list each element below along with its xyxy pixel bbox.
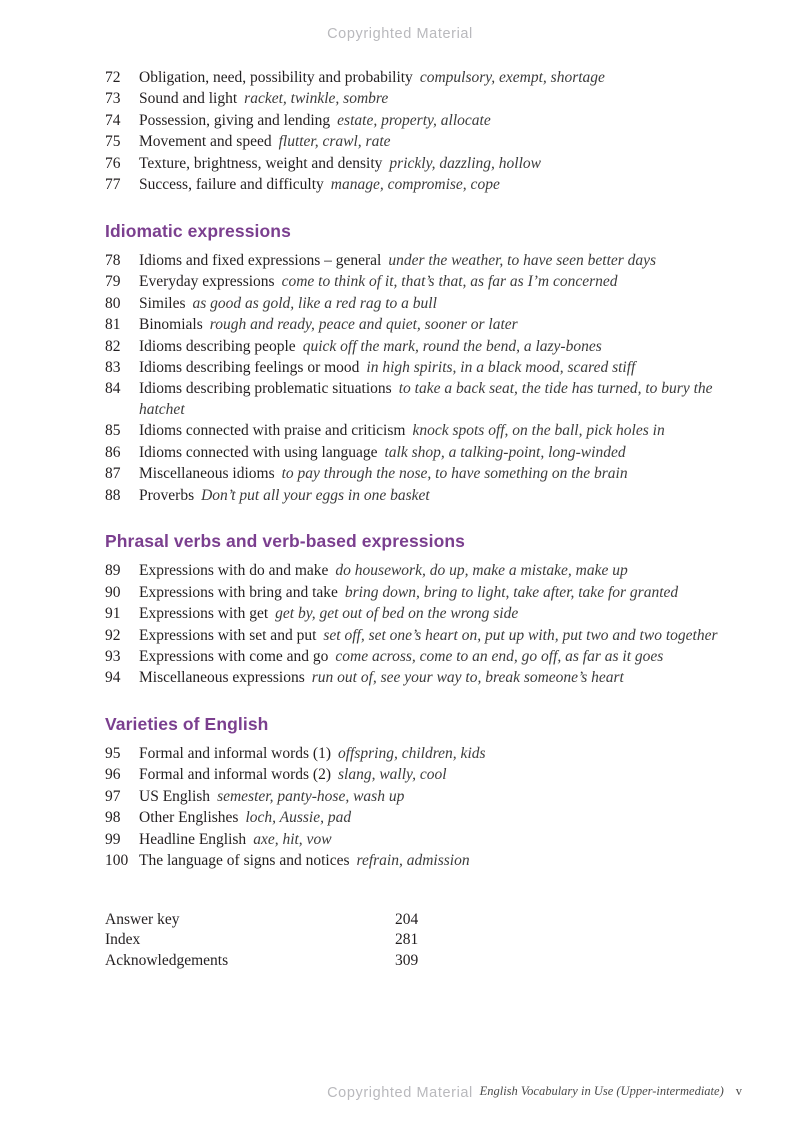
- toc-entry-examples: quick off the mark, round the bend, a lazy-bones: [302, 337, 602, 355]
- backmatter-label: Index: [105, 931, 141, 949]
- toc-entry-body: [139, 808, 730, 828]
- toc-entry-number: 93: [105, 647, 121, 665]
- toc-entry-title: Sound and light: [139, 90, 238, 108]
- toc-entry-body: [139, 68, 730, 88]
- toc-entry[interactable]: [105, 294, 730, 314]
- toc-entry-number: 87: [105, 465, 121, 483]
- section-heading-idiomatic-expressions: Idiomatic expressions: [105, 220, 291, 241]
- toc-entry-number: 90: [105, 583, 121, 601]
- toc-entry[interactable]: [105, 765, 730, 785]
- toc-entry[interactable]: [105, 154, 730, 174]
- backmatter-page: 309: [395, 951, 419, 969]
- toc-entry[interactable]: [105, 251, 730, 271]
- toc-entry-body: [139, 337, 730, 357]
- toc-entry[interactable]: [105, 379, 730, 420]
- copyright-watermark-top: Copyrighted Material: [327, 26, 473, 42]
- copyright-watermark-bottom: Copyrighted Material: [327, 1085, 473, 1101]
- toc-entry-examples: do housework, do up, make a mistake, make up: [335, 562, 628, 580]
- toc-entry[interactable]: [105, 561, 730, 581]
- toc-entry-examples: slang, wally, cool: [338, 766, 447, 784]
- table-of-contents: [105, 68, 730, 971]
- toc-entry-title: Proverbs: [139, 486, 195, 504]
- toc-entry-title: Expressions with get: [139, 605, 269, 623]
- toc-entry-number: 72: [105, 69, 121, 86]
- toc-entry-title: Texture, brightness, weight and density: [139, 154, 383, 172]
- backmatter-row[interactable]: [105, 930, 730, 950]
- backmatter-label: Answer key: [105, 910, 180, 928]
- toc-entry-body: [139, 604, 730, 624]
- toc-entry-number: 100: [105, 852, 129, 870]
- toc-entry[interactable]: [105, 830, 730, 850]
- toc-entry-examples: refrain, admission: [356, 852, 470, 870]
- toc-entry-body: [139, 851, 730, 871]
- toc-entry-examples: estate, property, allocate: [337, 111, 491, 129]
- toc-group: [105, 68, 730, 196]
- book-title: English Vocabulary in Use (Upper-intermediate): [479, 1084, 724, 1098]
- toc-entry-examples: compulsory, exempt, shortage: [419, 69, 605, 86]
- toc-entry-title: Expressions with do and make: [139, 562, 329, 580]
- toc-entry-number: 97: [105, 787, 121, 805]
- toc-group: [105, 561, 730, 689]
- toc-entry-title: US English: [139, 787, 211, 805]
- toc-group: [105, 744, 730, 872]
- toc-entry-body: [139, 272, 730, 292]
- toc-entry-title: Idioms and fixed expressions – general: [139, 251, 382, 269]
- toc-entry-number: 76: [105, 154, 121, 172]
- toc-entry-number: 86: [105, 443, 121, 461]
- toc-entry-number: 80: [105, 294, 121, 312]
- toc-entry-examples: flutter, crawl, rate: [278, 133, 391, 151]
- toc-entry-examples: come across, come to an end, go off, as far as it goes: [335, 647, 664, 665]
- toc-entry-body: [139, 830, 730, 850]
- toc-entry-title: Idioms describing problematic situations: [139, 380, 392, 398]
- toc-entry[interactable]: [105, 421, 730, 441]
- toc-entry-body: [139, 379, 730, 420]
- toc-entry-body: [139, 647, 730, 667]
- toc-entry-number: 88: [105, 486, 121, 504]
- toc-entry-body: [139, 744, 730, 764]
- toc-entry[interactable]: [105, 583, 730, 603]
- toc-entry-title: Everyday expressions: [139, 273, 275, 291]
- toc-entry-examples: rough and ready, peace and quiet, sooner or later: [209, 316, 518, 334]
- toc-entry-title: Idioms describing feelings or mood: [139, 358, 360, 376]
- section-heading-phrasal-verbs: Phrasal verbs and verb-based expressions: [105, 531, 465, 552]
- toc-group: [105, 251, 730, 506]
- toc-entry-body: [139, 251, 730, 271]
- toc-entry-examples: semester, panty-hose, wash up: [217, 787, 405, 805]
- toc-entry-number: 75: [105, 133, 121, 151]
- toc-entry-number: 82: [105, 337, 121, 355]
- toc-entry-examples: as good as gold, like a red rag to a bull: [192, 294, 437, 312]
- toc-entry[interactable]: [105, 787, 730, 807]
- toc-entry[interactable]: [105, 486, 730, 506]
- toc-entry-examples: set off, set one’s heart on, put up with, put two and two together: [323, 626, 718, 644]
- toc-entry[interactable]: [105, 272, 730, 292]
- toc-entry-number: 91: [105, 605, 121, 623]
- toc-entry-examples: Don’t put all your eggs in one basket: [201, 486, 430, 504]
- toc-entry-title: Idioms connected with praise and criticism: [139, 422, 406, 440]
- toc-entry-number: 79: [105, 273, 121, 291]
- toc-entry-body: [139, 787, 730, 807]
- toc-entry-title: Miscellaneous idioms: [139, 465, 275, 483]
- toc-entry[interactable]: [105, 89, 730, 109]
- page-number: v: [735, 1084, 742, 1098]
- toc-entry-number: 94: [105, 669, 121, 687]
- toc-entry-body: [139, 583, 730, 603]
- toc-entry-body: [139, 154, 730, 174]
- toc-entry-title: Expressions with bring and take: [139, 583, 338, 601]
- toc-entry-body: [139, 111, 730, 131]
- toc-entry-number: 85: [105, 422, 121, 440]
- toc-entry-body: [139, 561, 730, 581]
- toc-entry-title: Expressions with come and go: [139, 647, 329, 665]
- backmatter-label: Acknowledgements: [105, 951, 229, 969]
- toc-entry-number: 77: [105, 176, 121, 194]
- toc-entry-title: Movement and speed: [139, 133, 272, 151]
- toc-entry-body: [139, 175, 730, 195]
- toc-entry-title: Miscellaneous expressions: [139, 669, 305, 687]
- toc-entry-examples: prickly, dazzling, hollow: [389, 154, 541, 172]
- toc-entry-body: [139, 132, 730, 152]
- toc-entry[interactable]: [105, 626, 730, 646]
- toc-entry-title: Idioms describing people: [139, 337, 296, 355]
- toc-entry-number: 81: [105, 316, 121, 334]
- toc-entry-number: 89: [105, 562, 121, 580]
- toc-entry-examples: loch, Aussie, pad: [245, 809, 352, 827]
- toc-entry[interactable]: [105, 358, 730, 378]
- toc-entry-examples: to take a back seat, the tide has turned, to bury the hatchet: [139, 380, 713, 418]
- toc-entry-body: [139, 486, 730, 506]
- toc-entry[interactable]: [105, 111, 730, 131]
- toc-entry-title: Idioms connected with using language: [139, 443, 378, 461]
- toc-entry-body: [139, 294, 730, 314]
- toc-entry-title: Similes: [139, 294, 186, 312]
- toc-entry-title: Formal and informal words (2): [139, 766, 331, 784]
- toc-entry-examples: racket, twinkle, sombre: [244, 90, 389, 108]
- backmatter-row[interactable]: [105, 951, 730, 971]
- toc-entry-number: 78: [105, 251, 121, 269]
- toc-entry-examples: under the weather, to have seen better days: [388, 251, 657, 269]
- toc-entry[interactable]: [105, 647, 730, 667]
- toc-entry[interactable]: [105, 132, 730, 152]
- toc-entry-title: Binomials: [139, 316, 203, 334]
- toc-entry-body: [139, 315, 730, 335]
- toc-entry-number: 74: [105, 111, 121, 129]
- toc-entry[interactable]: [105, 808, 730, 828]
- toc-entry-examples: knock spots off, on the ball, pick holes in: [412, 422, 665, 440]
- backmatter-list: [105, 910, 730, 971]
- toc-entry-title: Expressions with set and put: [139, 626, 317, 644]
- toc-entry-examples: in high spirits, in a black mood, scared stiff: [366, 358, 636, 376]
- toc-entry-examples: axe, hit, vow: [253, 830, 332, 848]
- toc-entry-number: 98: [105, 809, 121, 827]
- toc-entry[interactable]: [105, 464, 730, 484]
- toc-entry-number: 96: [105, 766, 121, 784]
- toc-entry-number: 83: [105, 358, 121, 376]
- toc-entry-examples: offspring, children, kids: [338, 744, 486, 762]
- toc-entry[interactable]: [105, 604, 730, 624]
- toc-entry-title: Success, failure and difficulty: [139, 176, 324, 194]
- toc-entry[interactable]: [105, 337, 730, 357]
- toc-entry-title: Other Englishes: [139, 809, 239, 827]
- footer-content: [480, 1084, 742, 1099]
- toc-entry[interactable]: [105, 851, 730, 871]
- toc-entry-number: 95: [105, 744, 121, 762]
- backmatter-row[interactable]: [105, 910, 730, 930]
- toc-entry-body: [139, 668, 730, 688]
- toc-entry-body: [139, 89, 730, 109]
- toc-entry-body: [139, 765, 730, 785]
- toc-entry-number: 84: [105, 380, 121, 398]
- backmatter-page: 204: [395, 910, 419, 928]
- toc-entry-title: Headline English: [139, 830, 247, 848]
- toc-entry-examples: run out of, see your way to, break someone’s heart: [311, 669, 624, 687]
- toc-entry-body: [139, 626, 730, 646]
- toc-entry[interactable]: [105, 668, 730, 688]
- toc-entry-body: [139, 443, 730, 463]
- toc-entry[interactable]: [105, 315, 730, 335]
- section-heading-varieties-of-english: Varieties of English: [105, 713, 269, 734]
- toc-entry-examples: manage, compromise, cope: [330, 176, 500, 194]
- toc-entry[interactable]: [105, 175, 730, 195]
- toc-entry-number: 99: [105, 830, 121, 848]
- toc-entry-number: 92: [105, 626, 121, 644]
- toc-entry-examples: to pay through the nose, to have something on the brain: [281, 465, 628, 483]
- toc-entry[interactable]: [105, 744, 730, 764]
- toc-entry-examples: bring down, bring to light, take after, take for granted: [344, 583, 679, 601]
- toc-entry[interactable]: [105, 68, 730, 88]
- backmatter-page: 281: [395, 931, 419, 949]
- toc-entry-number: 73: [105, 90, 121, 108]
- toc-entry-title: Obligation, need, possibility and probability: [139, 69, 413, 86]
- toc-entry-body: [139, 464, 730, 484]
- toc-entry-body: [139, 358, 730, 378]
- toc-entry-title: Formal and informal words (1): [139, 744, 331, 762]
- toc-entry[interactable]: [105, 443, 730, 463]
- toc-entry-title: Possession, giving and lending: [139, 111, 331, 129]
- toc-entry-examples: come to think of it, that’s that, as far as I’m concerned: [281, 273, 618, 291]
- toc-entry-title: The language of signs and notices: [139, 852, 350, 870]
- toc-entry-examples: talk shop, a talking-point, long-winded: [384, 443, 626, 461]
- toc-entry-examples: get by, get out of bed on the wrong side: [275, 605, 519, 623]
- toc-entry-body: [139, 421, 730, 441]
